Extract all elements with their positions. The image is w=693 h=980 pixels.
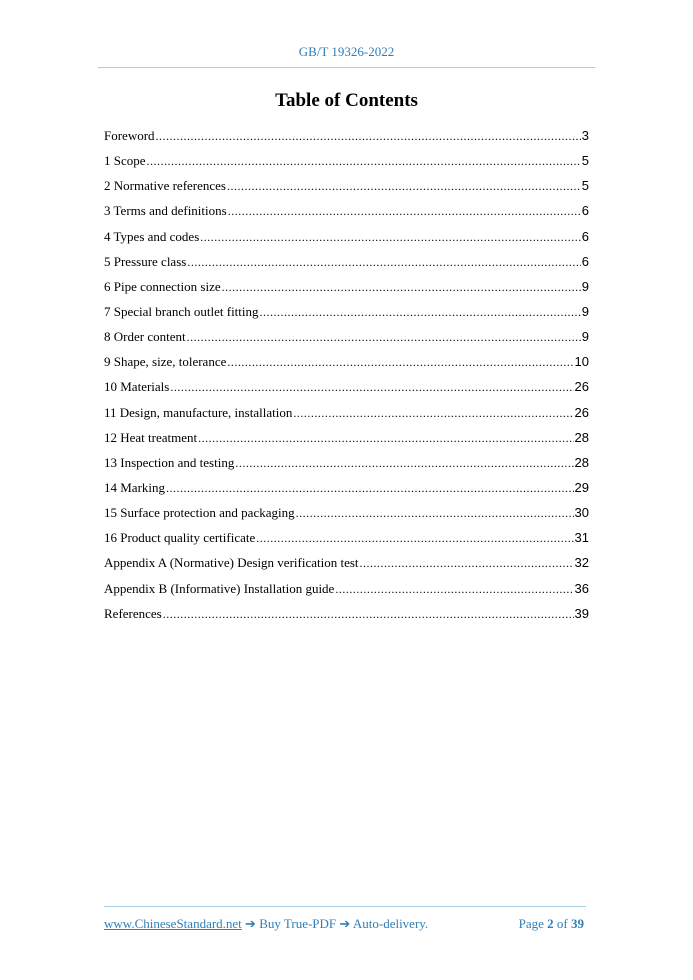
- toc-entry[interactable]: [104, 580, 589, 605]
- toc-entry[interactable]: [104, 303, 589, 328]
- arrow-icon: ➔: [245, 916, 256, 931]
- toc-entry[interactable]: [104, 554, 589, 579]
- toc-entry[interactable]: [104, 454, 589, 479]
- toc-entry-label: 8 Order content: [104, 329, 186, 345]
- toc-entry-label: 12 Heat treatment: [104, 429, 198, 445]
- buy-pdf-link[interactable]: Buy True-PDF: [259, 916, 337, 931]
- toc-entry-page: 5: [581, 153, 589, 169]
- toc-entry-page: 39: [574, 605, 589, 621]
- toc-leader-dots: [227, 177, 581, 195]
- toc-leader-dots: [187, 253, 580, 271]
- toc-leader-dots: [235, 454, 573, 472]
- toc-entry-page: 6: [581, 203, 589, 219]
- toc-entry-page: 36: [574, 580, 589, 596]
- header-divider: [98, 67, 595, 68]
- toc-entry-page: 9: [581, 278, 589, 294]
- toc-leader-dots: [293, 404, 573, 422]
- toc-entry[interactable]: [104, 328, 589, 353]
- toc-entry-page: 6: [581, 253, 589, 269]
- toc-entry-page: 32: [574, 555, 589, 571]
- toc-entry[interactable]: [104, 404, 589, 429]
- page-number: [519, 916, 584, 932]
- total-pages: 39: [571, 916, 584, 931]
- toc-entry[interactable]: [104, 378, 589, 403]
- toc-leader-dots: [187, 328, 581, 346]
- running-header: GB/T 19326-2022: [298, 44, 395, 59]
- toc-entry-label: 1 Scope: [104, 153, 146, 169]
- toc-entry-label: 14 Marking: [104, 479, 166, 495]
- toc-entry-label: 6 Pipe connection size: [104, 278, 221, 294]
- toc-entry[interactable]: [104, 127, 589, 152]
- toc-entry-label: Appendix B (Informative) Installation guide: [104, 580, 335, 596]
- current-page: 2: [547, 916, 554, 931]
- toc-entry[interactable]: [104, 228, 589, 253]
- toc-entry-label: 4 Types and codes: [104, 228, 200, 244]
- website-link[interactable]: www.ChineseStandard.net: [104, 916, 242, 931]
- toc-entry-label: 16 Product quality certificate: [104, 530, 256, 546]
- toc-leader-dots: [360, 554, 574, 572]
- toc-entry-label: 11 Design, manufacture, installation: [104, 404, 293, 420]
- toc-leader-dots: [256, 529, 573, 547]
- toc-leader-dots: [296, 504, 574, 522]
- toc-leader-dots: [228, 202, 581, 220]
- toc-entry-page: 9: [581, 303, 589, 319]
- toc-leader-dots: [198, 429, 573, 447]
- toc-entry-page: 30: [574, 505, 589, 521]
- toc-leader-dots: [166, 479, 574, 497]
- toc-entry-page: 3: [581, 128, 589, 143]
- toc-entry-label: 7 Special branch outlet fitting: [104, 303, 259, 319]
- page-word: Page: [518, 916, 544, 931]
- toc-entry[interactable]: [104, 479, 589, 504]
- toc-entry[interactable]: [104, 429, 589, 454]
- toc-entry-label: 2 Normative references: [104, 178, 226, 194]
- toc-entry-label: 3 Terms and definitions: [104, 203, 227, 219]
- toc-entry-page: 28: [574, 429, 589, 445]
- toc-entry-page: 26: [574, 404, 589, 420]
- arrow-icon: ➔: [339, 916, 351, 931]
- toc-entry[interactable]: [104, 605, 589, 630]
- toc-entry-label: 13 Inspection and testing: [104, 454, 235, 470]
- toc-leader-dots: [170, 378, 573, 396]
- toc-entry-label: Appendix A (Normative) Design verification test: [104, 555, 359, 571]
- toc-entry[interactable]: [104, 202, 589, 227]
- toc-entry-page: 6: [581, 228, 589, 244]
- page-title: Table of Contents: [275, 90, 418, 111]
- toc-leader-dots: [260, 303, 581, 321]
- toc-leader-dots: [163, 605, 574, 623]
- toc-entry[interactable]: [104, 152, 589, 177]
- toc-entry-page: 9: [581, 329, 589, 345]
- toc-entry-label: 15 Surface protection and packaging: [104, 505, 295, 521]
- toc-entry-page: 26: [574, 379, 589, 395]
- toc-entry-page: 28: [574, 454, 589, 470]
- toc-entry[interactable]: [104, 177, 589, 202]
- toc-entry-label: 10 Materials: [104, 379, 170, 395]
- toc-leader-dots: [227, 353, 573, 371]
- delivery-text: Auto-delivery.: [352, 916, 429, 931]
- toc-leader-dots: [335, 580, 573, 598]
- of-word: of: [556, 916, 568, 931]
- footer-promo: [104, 916, 428, 932]
- toc-entry-label: 5 Pressure class: [104, 253, 187, 269]
- toc-entry-label: 9 Shape, size, tolerance: [104, 354, 227, 370]
- toc-entry-label: References: [104, 605, 162, 621]
- toc-leader-dots: [200, 228, 581, 246]
- toc-entry-page: 29: [574, 479, 589, 495]
- toc-leader-dots: [147, 152, 581, 170]
- toc-entry[interactable]: [104, 278, 589, 303]
- toc-entry[interactable]: [104, 353, 589, 378]
- toc-leader-dots: [222, 278, 581, 296]
- toc-entry[interactable]: [104, 253, 589, 278]
- toc-leader-dots: [156, 127, 581, 145]
- toc-entry[interactable]: [104, 504, 589, 529]
- toc-entry-page: 31: [574, 530, 589, 546]
- toc-entry-page: 5: [581, 178, 589, 194]
- toc-entry-page: 10: [574, 354, 589, 370]
- toc-entry[interactable]: [104, 529, 589, 554]
- footer-divider: [104, 906, 586, 907]
- toc-entry-label: Foreword: [104, 128, 155, 143]
- table-of-contents: [104, 127, 589, 630]
